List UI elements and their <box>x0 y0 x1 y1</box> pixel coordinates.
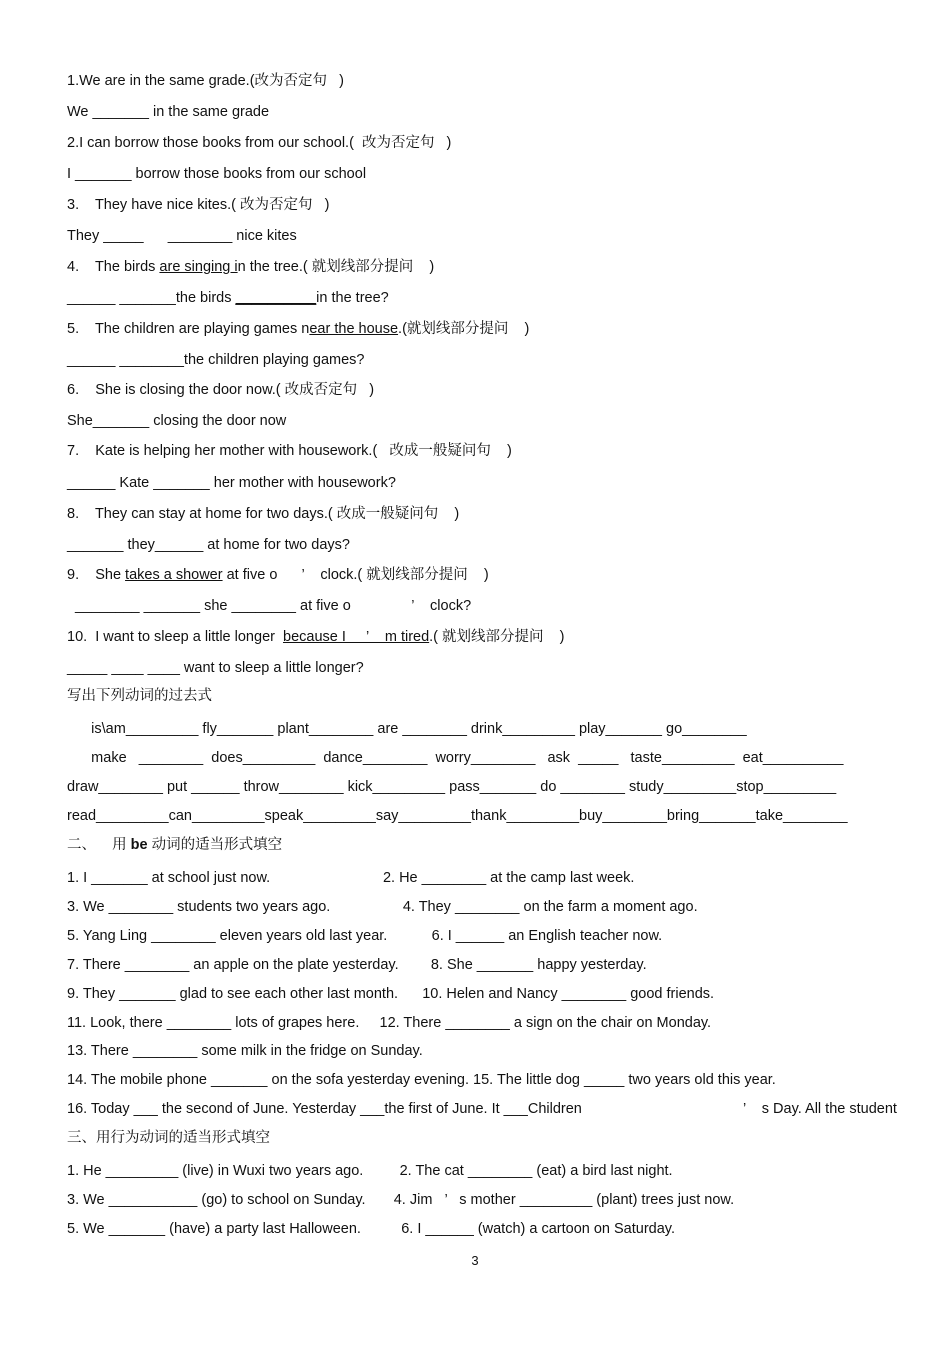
underlined-phrase: are singing i <box>159 259 238 275</box>
exercise-line: 1.We are in the same grade.(改为否定句 ) <box>67 73 344 89</box>
exercise-line: _______ they______ at home for two days? <box>67 537 350 553</box>
underlined-phrase: takes a shower <box>125 567 223 583</box>
text-segment: 4. The birds <box>67 259 160 275</box>
text-segment: 动词的适当形式填空 <box>147 837 283 853</box>
exercise-line: 14. The mobile phone _______ on the sofa yesterday evening. 15. The little dog _____ two years old this year. <box>67 1072 776 1088</box>
text-segment: 10. I want to sleep a little longer <box>67 629 284 645</box>
exercise-line: 3. They have nice kites.( 改为否定句 ) <box>67 197 330 213</box>
exercise-line: 5. Yang Ling ________ eleven years old last year. 6. I ______ an English teacher now. <box>67 928 663 944</box>
exercise-line: 3. We ___________ (go) to school on Sunday. 4. Jim ’ s mother _________ (plant) trees just now. <box>67 1192 735 1208</box>
text-segment: .(就划线部分提问 ) <box>398 321 530 337</box>
exercise-line <box>67 628 564 646</box>
exercise-line: She_______ closing the door now <box>67 413 287 429</box>
section-heading <box>67 836 282 854</box>
verb-row: read_________can_________speak_________say_________thank_________buy________bring_______take________ <box>67 808 848 824</box>
exercise-line: 13. There ________ some milk in the fridge on Sunday. <box>67 1043 423 1059</box>
verb-row: draw________ put ______ throw________ kick_________ pass_______ do ________ study_________stop_________ <box>67 779 837 795</box>
exercise-line: _____ ____ ____ want to sleep a little longer? <box>67 660 364 676</box>
exercise-line: 1. I _______ at school just now. 2. He ________ at the camp last week. <box>67 870 635 886</box>
text-segment: 9. She <box>67 567 126 583</box>
exercise-line <box>67 258 434 276</box>
exercise-line: 5. We _______ (have) a party last Halloween. 6. I ______ (watch) a cartoon on Saturday. <box>67 1221 676 1237</box>
exercise-line <box>67 320 529 338</box>
exercise-line <box>67 289 389 307</box>
exercise-line: ______ Kate _______ her mother with housework? <box>67 475 396 491</box>
exercise-line: 1. He _________ (live) in Wuxi two years ago. 2. The cat ________ (eat) a bird last night. <box>67 1163 673 1179</box>
exercise-line <box>67 566 489 584</box>
underlined-phrase: because I ’ m tired <box>283 629 430 645</box>
exercise-line: 3. We ________ students two years ago. 4. They ________ on the farm a moment ago. <box>67 899 698 915</box>
text-segment: at five o ’ clock.( 就划线部分提问 ) <box>222 567 489 583</box>
exercise-line: 2.I can borrow those books from our school.( 改为否定句 ) <box>67 135 452 151</box>
exercise-line: 11. Look, there ________ lots of grapes here. 12. There ________ a sign on the chair on Monday. <box>67 1015 712 1031</box>
text-segment: n the tree.( 就划线部分提问 ) <box>237 259 435 275</box>
underlined-phrase: ear the house <box>309 321 399 337</box>
text-segment: 二、 用 <box>67 837 131 853</box>
exercise-line: 6. She is closing the door now.( 改成否定句 ) <box>67 382 375 398</box>
exercise-line: ________ _______ she ________ at five o ’ clock? <box>67 598 472 614</box>
verb-row: is\am_________ fly_______ plant________ are ________ drink_________ play_______ go________ <box>67 721 747 737</box>
text-segment: .( 就划线部分提问 ) <box>429 629 565 645</box>
exercise-line: I _______ borrow those books from our school <box>67 166 367 182</box>
bold-term: be <box>130 837 148 853</box>
underlined-phrase: __________ <box>235 290 317 306</box>
text-segment: in the tree? <box>316 290 389 306</box>
section-heading: 写出下列动词的过去式 <box>67 688 212 704</box>
exercise-line: ______ ________the children playing games? <box>67 352 365 368</box>
exercise-line: They _____ ________ nice kites <box>67 228 297 244</box>
exercise-line: 7. There ________ an apple on the plate yesterday. 8. She _______ happy yesterday. <box>67 957 647 973</box>
text-segment: ______ _______the birds <box>67 290 236 306</box>
exercise-line: 9. They _______ glad to see each other last month. 10. Helen and Nancy ________ good friends. <box>67 986 715 1002</box>
exercise-line: 16. Today ___ the second of June. Yesterday ___the first of June. It ___Children ’ s Day. All the student <box>67 1101 897 1117</box>
text-segment: 5. The children are playing games n <box>67 321 310 337</box>
verb-row: make ________ does_________ dance________ worry________ ask _____ taste_________ eat__________ <box>67 750 844 766</box>
section-heading: 三、用行为动词的适当形式填空 <box>67 1130 270 1146</box>
exercise-line: 7. Kate is helping her mother with housework.( 改成一般疑问句 ) <box>67 443 512 459</box>
page-number: 3 <box>471 1253 479 1268</box>
exercise-line: We _______ in the same grade <box>67 104 270 120</box>
exercise-line: 8. They can stay at home for two days.( 改成一般疑问句 ) <box>67 506 460 522</box>
